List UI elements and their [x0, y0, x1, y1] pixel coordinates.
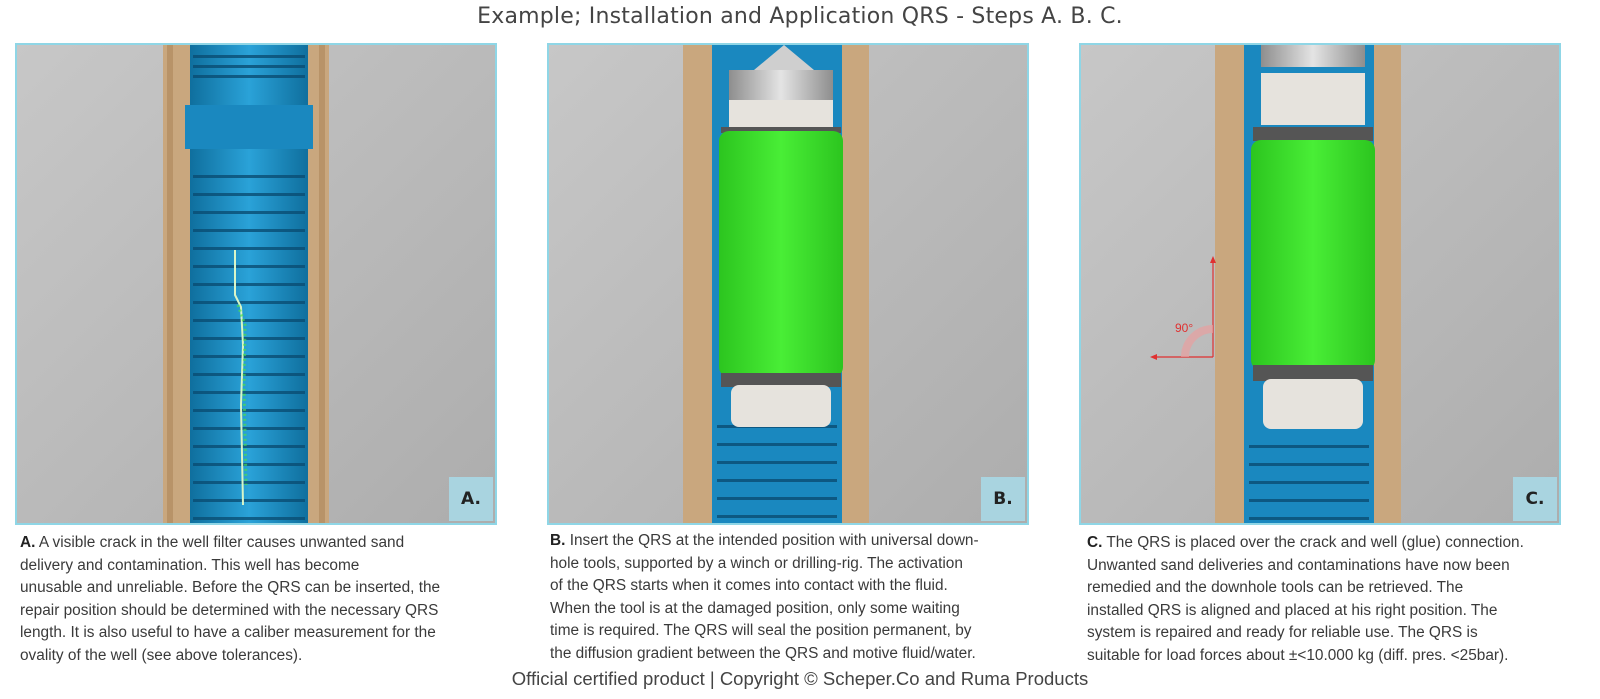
- illustration-qrs-insertion: [549, 45, 1027, 523]
- panel-step-a: [15, 43, 497, 525]
- caption-line: system is repaired and ready for reliable use. The QRS is: [1087, 624, 1478, 642]
- page-title: Example; Installation and Application QRS - Steps A. B. C.: [477, 4, 1123, 29]
- step-badge-c: C.: [1513, 477, 1557, 521]
- caption-lead: C.: [1087, 534, 1103, 551]
- qrs-sleeve: [719, 131, 843, 377]
- caption-line: time is required. The QRS will seal the position permanent, by: [550, 622, 972, 640]
- caption-step-b: [550, 530, 1020, 666]
- caption-line: suitable for load forces about ±<10.000 kg (diff. pres. <25bar).: [1087, 646, 1509, 664]
- step-badge-a: A.: [449, 477, 493, 521]
- caption-line: A visible crack in the well filter causes unwanted sand: [38, 534, 405, 551]
- caption-line: Unwanted sand deliveries and contaminations have now been: [1087, 556, 1510, 574]
- qrs-sleeve: [1251, 140, 1375, 370]
- illustration-qrs-installed: [1081, 45, 1559, 523]
- step-badge-b: B.: [981, 477, 1025, 521]
- caption-line: of the QRS starts when it comes into contact with the fluid.: [550, 577, 948, 595]
- caption-step-a: [20, 532, 490, 668]
- caption-line: the diffusion gradient between the QRS and motive fluid/water.: [550, 644, 976, 662]
- caption-line: length. It is also useful to have a caliber measurement for the: [20, 624, 436, 642]
- caption-line: Insert the QRS at the intended position with universal down-: [569, 532, 979, 549]
- caption-line: When the tool is at the damaged position, only some waiting: [550, 599, 960, 617]
- caption-line: remedied and the downhole tools can be retrieved. The: [1087, 579, 1464, 597]
- copyright-footer: Official certified product | Copyright © Scheper.Co and Ruma Products: [511, 668, 1089, 689]
- caption-lead: A.: [20, 534, 36, 551]
- caption-line: repair position should be determined with the necessary QRS: [20, 601, 439, 619]
- caption-line: hole tools, supported by a winch or drilling-rig. The activation: [550, 554, 963, 572]
- caption-line: delivery and contamination. This well has become: [20, 556, 360, 574]
- caption-line: unusable and unreliable. Before the QRS can be inserted, the: [20, 579, 441, 597]
- angle-label: 90°: [1175, 321, 1194, 335]
- caption-lead: B.: [550, 532, 566, 549]
- caption-line: ovality of the well (see above tolerances).: [20, 646, 303, 664]
- caption-line: installed QRS is aligned and placed at his right position. The: [1087, 601, 1498, 619]
- panel-step-b: [547, 43, 1029, 525]
- caption-step-c: [1087, 532, 1592, 668]
- panel-step-c: [1079, 43, 1561, 525]
- caption-line: The QRS is placed over the crack and well (glue) connection.: [1106, 534, 1524, 551]
- illustration-cracked-filter: [17, 45, 495, 523]
